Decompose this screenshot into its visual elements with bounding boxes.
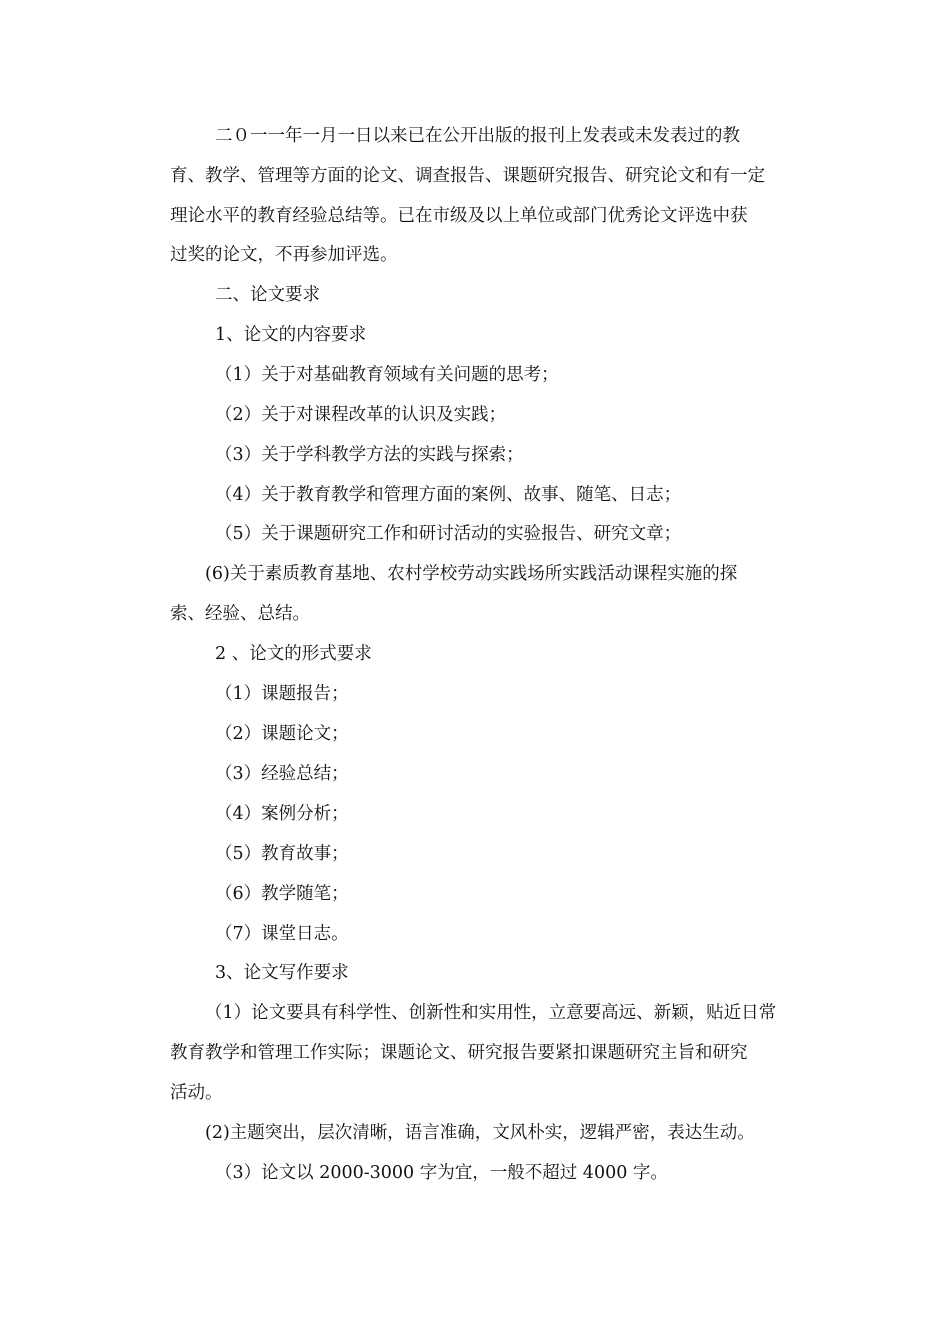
paragraph-intro-line-2: 育、教学、管理等方面的论文、调查报告、课题研究报告、研究论文和有一定	[170, 166, 765, 186]
list-item: （3）论文以 2000-3000 字为宜，一般不超过 4000 字。	[215, 1163, 668, 1183]
list-item: （2）课题论文；	[215, 724, 349, 744]
list-item-continuation: 活动。	[170, 1083, 223, 1103]
list-item: （1）课题报告；	[215, 684, 349, 704]
subheading-form-requirements: 2 、论文的形式要求	[215, 644, 372, 664]
subheading-content-requirements: 1、论文的内容要求	[215, 325, 367, 345]
list-item: （2）关于对课程改革的认识及实践；	[215, 405, 507, 425]
list-item: （5）教育故事；	[215, 844, 349, 864]
list-item: (2)主题突出，层次清晰，语言准确，文风朴实，逻辑严密，表达生动。	[205, 1123, 755, 1143]
list-item: （4）关于教育教学和管理方面的案例、故事、随笔、日志；	[215, 485, 682, 505]
list-item: （4）案例分析；	[215, 804, 349, 824]
list-item: （5）关于课题研究工作和研讨活动的实验报告、研究文章；	[215, 524, 682, 544]
paragraph-intro-line-1: 二０一一年一月一日以来已在公开出版的报刊上发表或未发表过的教	[215, 126, 740, 146]
section-heading-requirements: 二、论文要求	[215, 285, 320, 305]
paragraph-intro-line-3: 理论水平的教育经验总结等。已在市级及以上单位或部门优秀论文评选中获	[170, 206, 748, 226]
list-item: （1）关于对基础教育领域有关问题的思考；	[215, 365, 559, 385]
list-item: （3）关于学科教学方法的实践与探索；	[215, 445, 524, 465]
subheading-writing-requirements: 3、论文写作要求	[215, 963, 349, 983]
list-item-continuation: 教育教学和管理工作实际；课题论文、研究报告要紧扣课题研究主旨和研究	[170, 1043, 748, 1063]
list-item: （7）课堂日志。	[215, 924, 349, 944]
list-item: （6）教学随笔；	[215, 884, 349, 904]
paragraph-intro-line-4: 过奖的论文，不再参加评选。	[170, 245, 398, 265]
list-item-continuation: 索、经验、总结。	[170, 604, 310, 624]
list-item: （1）论文要具有科学性、创新性和实用性，立意要高远、新颖，贴近日常	[205, 1003, 777, 1023]
list-item: (6)关于素质教育基地、农村学校劳动实践场所实践活动课程实施的探	[205, 564, 738, 584]
list-item: （3）经验总结；	[215, 764, 349, 784]
